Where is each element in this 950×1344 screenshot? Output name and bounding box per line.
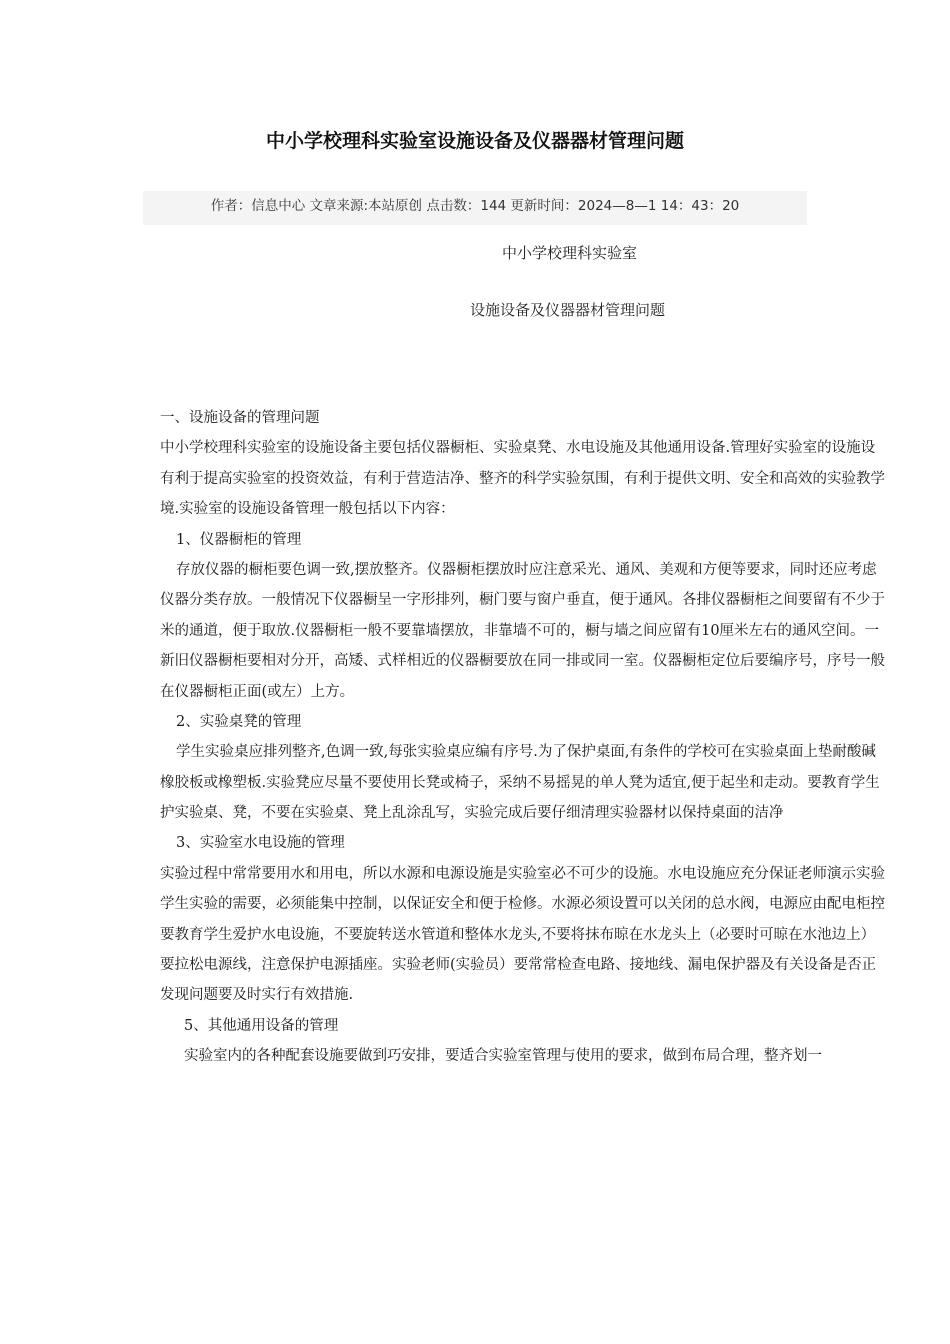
paragraph-line: 橡胶板或橡塑板.实验凳应尽量不要使用长凳或椅子，采纳不易摇晃的单人凳为适宜,便于起坐和走动。要教育学生 <box>160 774 880 791</box>
paragraph-line: 要拉松电源线，注意保护电源插座。实验老师(实验员）要常常检查电路、接地线、漏电保护器及有关设备是否正 <box>160 957 877 974</box>
paragraph-line: 实验过程中常常要用水和用电，所以水源和电源设施是实验室必不可少的设施。水电设施应充分保证老师演示实验 <box>160 865 885 882</box>
paragraph-line: 实验室内的各种配套设施要做到巧安排，要适合实验室管理与使用的要求，做到布局合理，整齐划一 <box>184 1048 822 1065</box>
paragraph-line: 新旧仪器橱柜要相对分开，高矮、式样相近的仪器橱要放在同一排或同一室。仪器橱柜定位后要编序号，序号一般 <box>160 653 885 670</box>
article-body <box>160 403 950 1072</box>
article-meta: 作者：信息中心 文章来源:本站原创 点击数：144 更新时间：2024—8—1 14：43：20 <box>210 198 740 214</box>
paragraph-line: 仪器分类存放。一般情况下仪器橱呈一字形排列，橱门要与窗户垂直，便于通风。各排仪器橱柜之间要留有不少于 <box>160 592 885 609</box>
paragraph-line: 中小学校理科实验室的设施设备主要包括仪器橱柜、实验桌凳、水电设施及其他通用设备.管理好实验室的设施设 <box>160 440 876 457</box>
subsection-heading: 3、实验室水电设施的管理 <box>176 835 345 852</box>
paragraph-line: 境.实验室的设施设备管理一般包括以下内容： <box>160 501 455 518</box>
paragraph-line: 学生实验桌应排列整齐,色调一致,每张实验桌应编有序号.为了保护桌面,有条件的学校可在实验桌面上垫耐酸碱 <box>176 744 876 761</box>
paragraph-line: 要教育学生爱护水电设施，不要旋转送水管道和整体水龙头,不要将抹布晾在水龙头上（必要时可晾在水池边上） <box>160 926 876 943</box>
paragraph-line: 护实验桌、凳，不要在实验桌、凳上乱涂乱写，实验完成后要仔细清理实验器材以保持桌面的洁净 <box>160 805 784 822</box>
paragraph-line: 存放仪器的橱柜要色调一致,摆放整齐。仪器橱柜摆放时应注意采光、通风、美观和方便等要求，同时还应考虑 <box>176 561 877 578</box>
paragraph-line: 有利于提高实验室的投资效益，有利于营造洁净、整齐的科学实验氛围，有利于提供文明、安全和高效的实验教学 <box>160 470 885 487</box>
paragraph-line: 在仪器橱柜正面(或左）上方。 <box>160 683 355 700</box>
paragraph-line: 米的通道，便于取放.仪器橱柜一般不要靠墙摆放，非靠墙不可的，橱与墙之间应留有10厘米左右的通风空间。一 <box>160 622 880 639</box>
subsection-heading: 1、仪器橱柜的管理 <box>176 531 302 548</box>
page-title: 中小学校理科实验室设施设备及仪器器材管理问题 <box>265 130 684 152</box>
subsection-heading: 5、其他通用设备的管理 <box>184 1017 339 1034</box>
subtitle-line-1: 中小学校理科实验室 <box>502 244 638 262</box>
paragraph-line: 学生实验的需要，必须能集中控制，以保证安全和便于检修。水源必须设置可以关闭的总水阀，电源应由配电柜控 <box>160 896 885 913</box>
article-meta-bar <box>143 191 807 225</box>
section-heading: 一、设施设备的管理问题 <box>160 410 320 426</box>
paragraph-line: 发现问题要及时实行有效措施. <box>160 987 354 1004</box>
subtitle-line-2: 设施设备及仪器器材管理问题 <box>470 301 666 319</box>
subsection-heading: 2、实验桌凳的管理 <box>176 713 302 730</box>
